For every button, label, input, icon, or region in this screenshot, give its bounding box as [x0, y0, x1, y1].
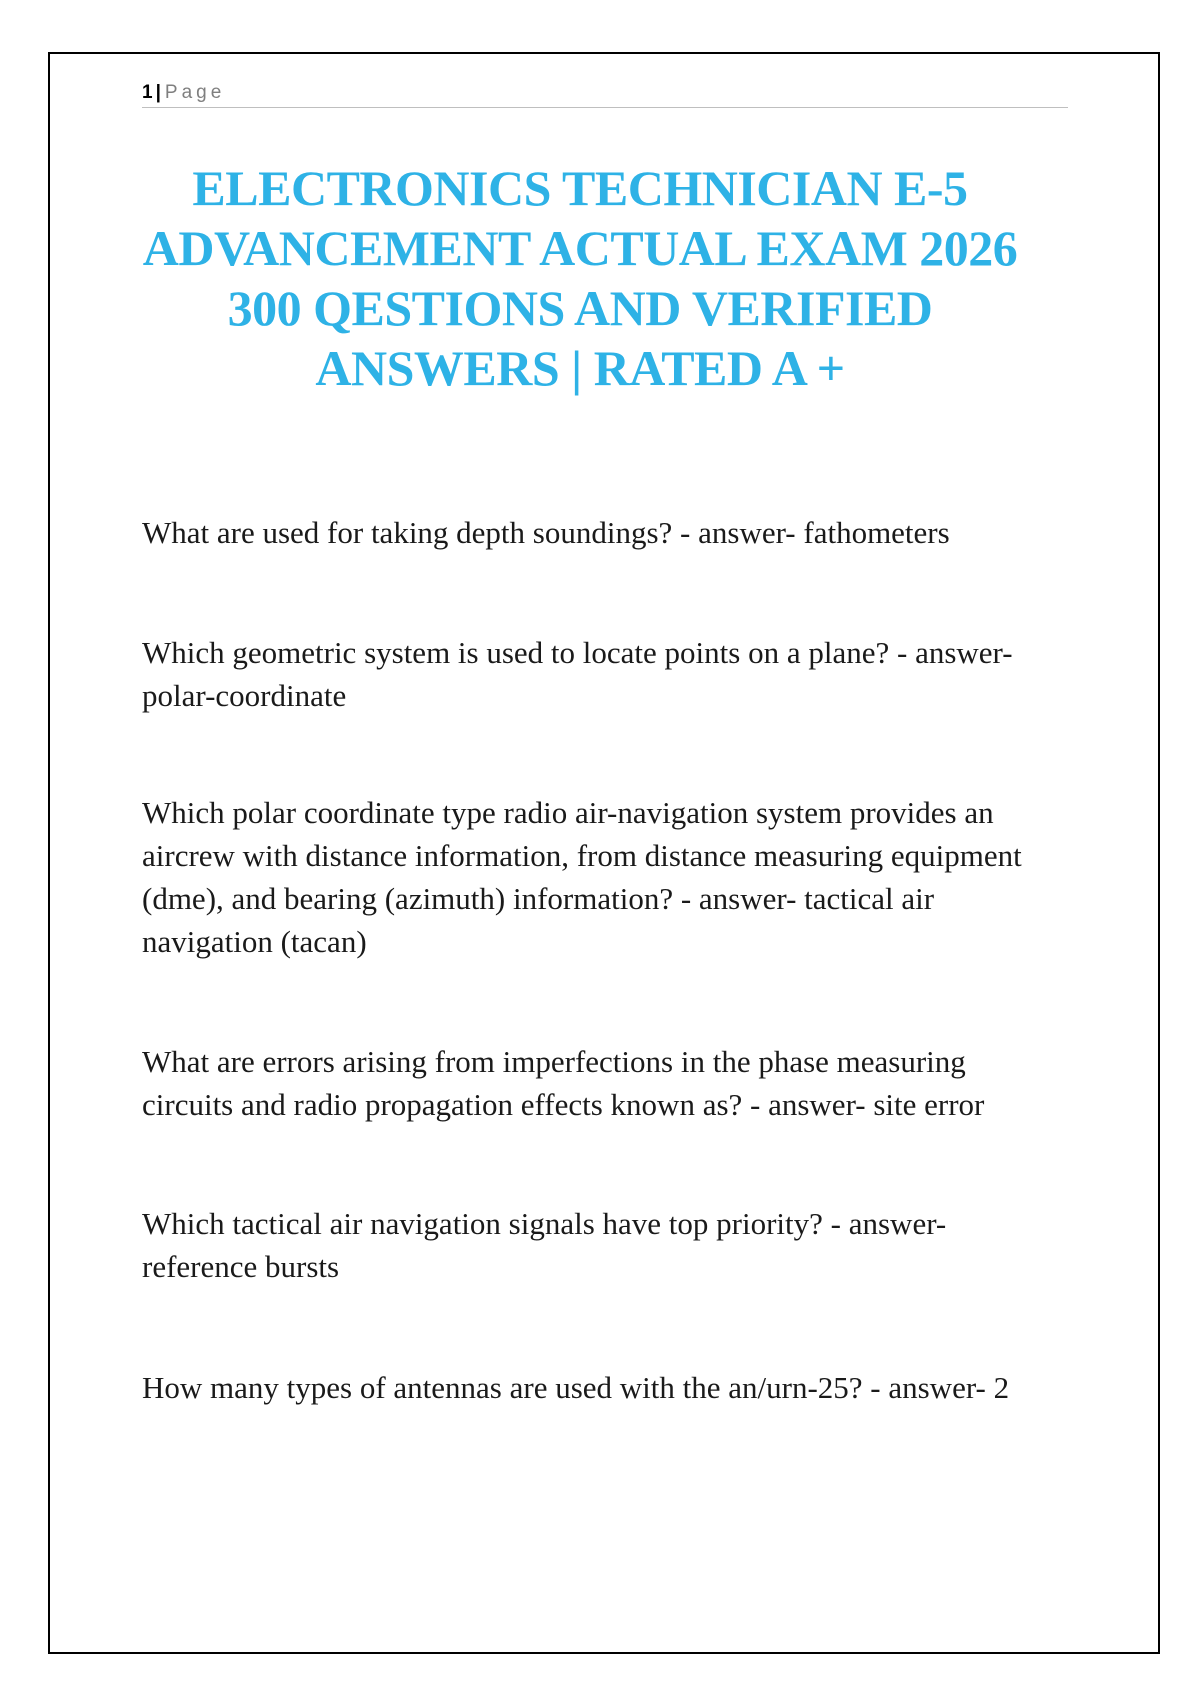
- qa-line: polar-coordinate: [142, 678, 347, 713]
- qa-line: reference bursts: [142, 1249, 340, 1284]
- qa-line: circuits and radio propagation effects known as? - answer- site error: [142, 1087, 985, 1122]
- qa-item: [142, 631, 1062, 717]
- title-line: ELECTRONICS TECHNICIAN E-5: [192, 160, 968, 216]
- qa-line: What are errors arising from imperfections in the phase measuring: [142, 1044, 966, 1079]
- qa-line: (dme), and bearing (azimuth) information? - answer- tactical air: [142, 881, 935, 916]
- qa-line: Which polar coordinate type radio air-navigation system provides an: [142, 795, 994, 830]
- title-line: ADVANCEMENT ACTUAL EXAM 2026: [142, 220, 1018, 276]
- document-title: [142, 158, 1018, 398]
- title-line: ANSWERS | RATED A +: [315, 340, 845, 396]
- page-header: [142, 78, 1068, 108]
- qa-line: aircrew with distance information, from distance measuring equipment: [142, 838, 1022, 873]
- qa-line: navigation (tacan): [142, 924, 367, 959]
- title-line: 300 QESTIONS AND VERIFIED: [227, 280, 933, 336]
- qa-line: How many types of antennas are used with the an/urn-25? - answer- 2: [142, 1370, 1010, 1405]
- qa-item: [142, 511, 1062, 554]
- page-label: Page: [164, 82, 226, 103]
- qa-line: What are used for taking depth soundings? - answer- fathometers: [142, 515, 950, 550]
- page-number: 1: [142, 82, 153, 103]
- header-separator: |: [155, 82, 161, 103]
- qa-line: Which tactical air navigation signals have top priority? - answer-: [142, 1206, 947, 1241]
- qa-item: [142, 1040, 1062, 1126]
- qa-item: [142, 791, 1062, 963]
- qa-item: [142, 1366, 1062, 1409]
- qa-item: [142, 1202, 1062, 1288]
- qa-line: Which geometric system is used to locate points on a plane? - answer-: [142, 635, 1013, 670]
